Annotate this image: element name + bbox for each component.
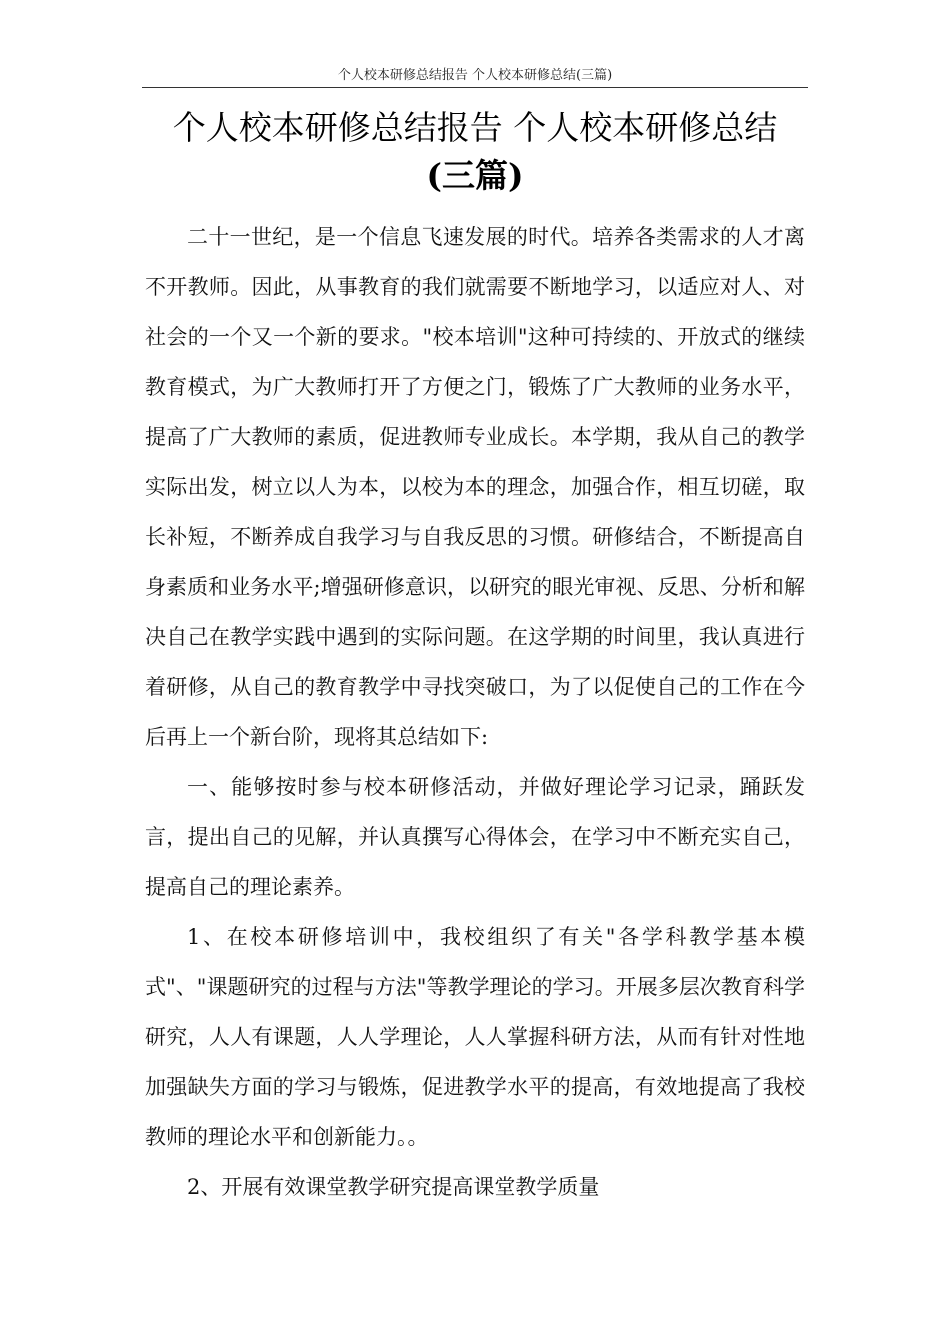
document-body: [145, 212, 805, 1212]
header-divider: [142, 87, 808, 88]
document-title-line-1: 个人校本研修总结报告 个人校本研修总结: [172, 108, 778, 147]
document-title-line-2: (三篇): [426, 156, 524, 195]
paragraph-intro: 二十一世纪，是一个信息飞速发展的时代。培养各类需求的人才离不开教师。因此，从事教育的我们就需要不断地学习，以适应对人、对社会的一个又一个新的要求。"校本培训"这种可持续的、开放式的继续教育模式，为广大教师打开了方便之门，锻炼了广大教师的业务水平，提高了广大教师的素质，促进教师专业成长。本学期，我从自己的教学实际出发，树立以人为本，以校为本的理念，加强合作，相互切磋，取长补短，不断养成自我学习与自我反思的习惯。研修结合，不断提高自身素质和业务水平;增强研修意识，以研究的眼光审视、反思、分析和解决自己在教学实践中遇到的实际问题。在这学期的时间里，我认真进行着研修，从自己的教育教学中寻找突破口，为了以促使自己的工作在今后再上一个新台阶，现将其总结如下:: [145, 225, 805, 749]
paragraph-item-1: 1、在校本研修培训中，我校组织了有关"各学科教学基本模式"、"课题研究的过程与方法"等教学理论的学习。开展多层次教育科学研究，人人有课题，人人学理论，人人掌握科研方法，从而有针对性地加强缺失方面的学习与锻炼，促进教学水平的提高，有效地提高了我校教师的理论水平和创新能力。。: [145, 925, 805, 1149]
document-title: [120, 104, 830, 200]
paragraph-item-2: 2、开展有效课堂教学研究提高课堂教学质量: [187, 1175, 600, 1199]
paragraph-section-1: 一、能够按时参与校本研修活动，并做好理论学习记录，踊跃发言，提出自己的见解，并认真撰写心得体会，在学习中不断充实自己，提高自己的理论素养。: [145, 775, 805, 899]
running-header: 个人校本研修总结报告 个人校本研修总结(三篇): [337, 68, 613, 83]
